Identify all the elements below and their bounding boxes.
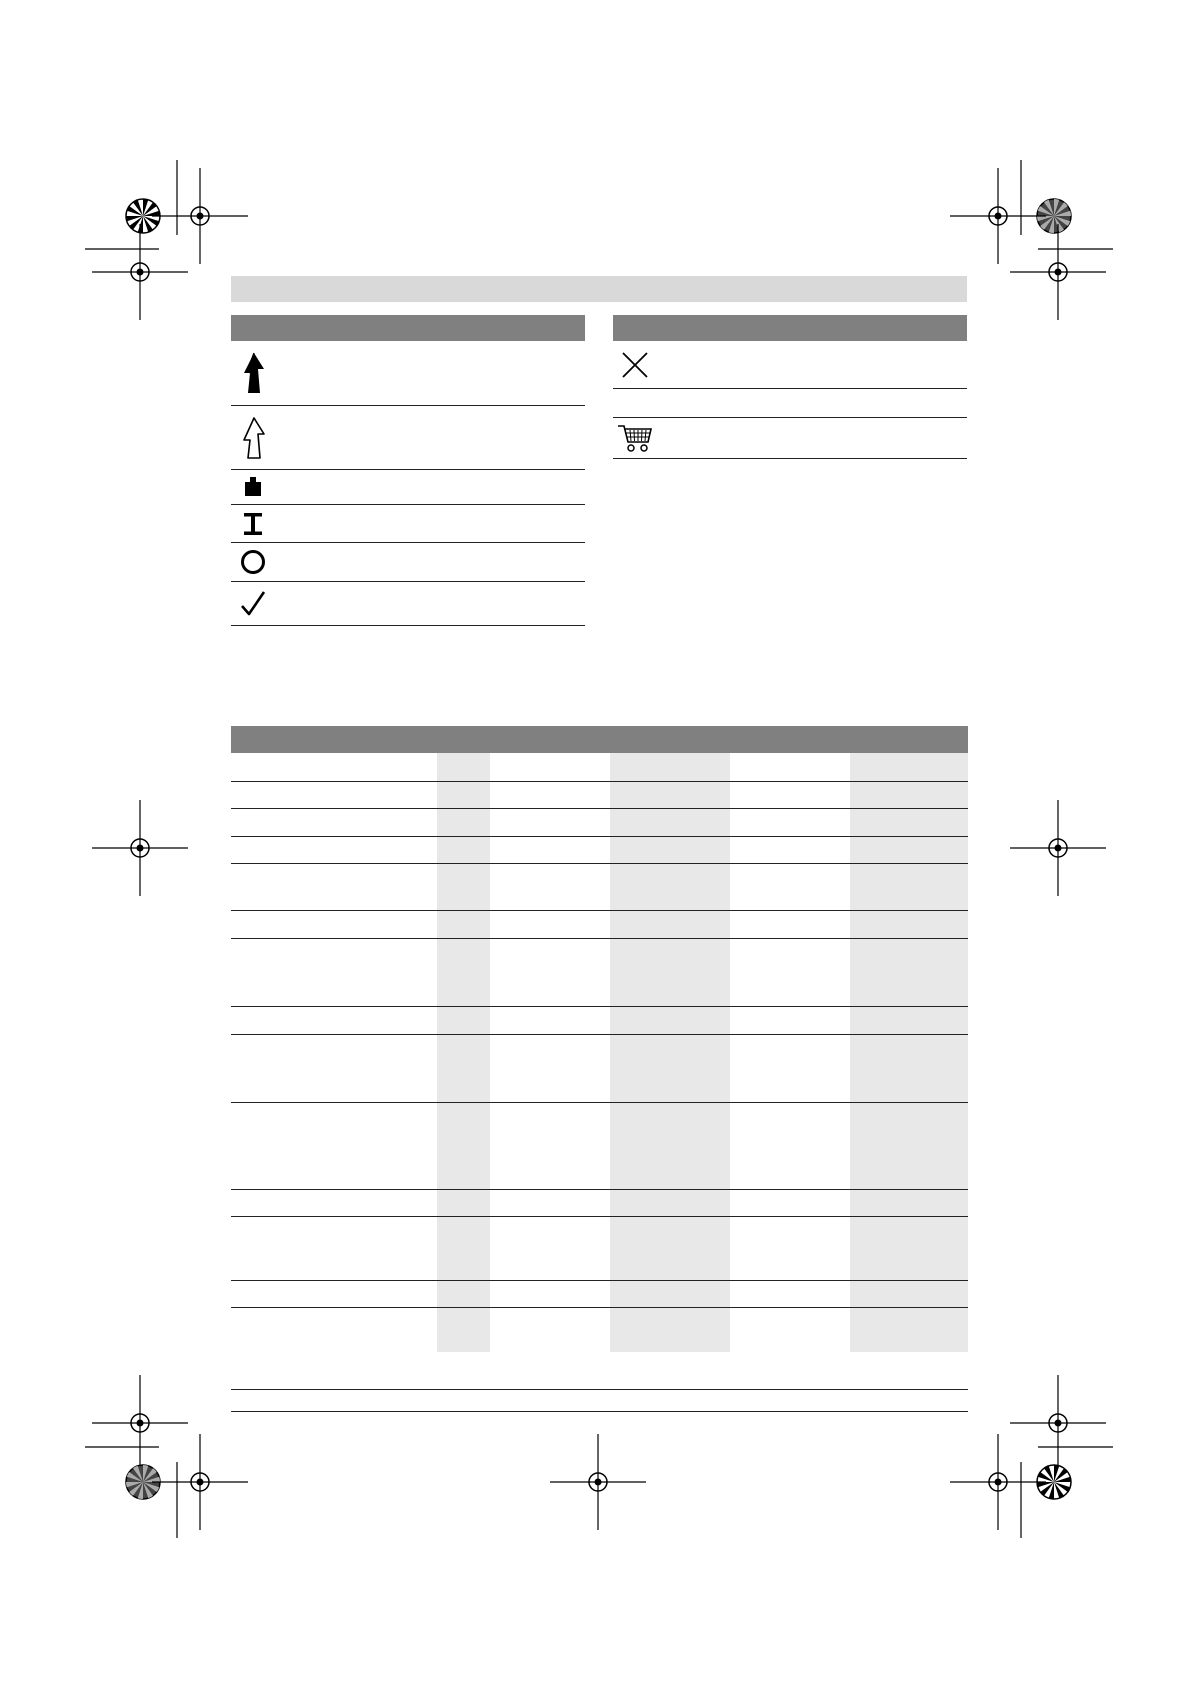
footer-rule-top bbox=[231, 1389, 968, 1390]
table-row-divider bbox=[231, 781, 968, 782]
footer-rule-bottom bbox=[231, 1411, 968, 1412]
symbol-row-i-beam bbox=[231, 505, 585, 543]
data-table-header bbox=[231, 726, 968, 753]
footer-text bbox=[231, 1391, 968, 1409]
table-row-divider bbox=[231, 836, 968, 837]
symbol-row-check bbox=[231, 582, 585, 626]
table-row-divider bbox=[231, 1216, 968, 1217]
shopping-cart-icon bbox=[615, 422, 655, 454]
symbol-row-cart bbox=[613, 418, 967, 459]
table-row-divider bbox=[231, 1006, 968, 1007]
table-row-divider bbox=[231, 863, 968, 864]
filled-arrow-up-icon bbox=[233, 351, 273, 395]
table-column-shade-1 bbox=[437, 753, 490, 1352]
table-column-shade-3 bbox=[610, 753, 730, 1352]
symbol-row-weight bbox=[231, 470, 585, 505]
check-icon bbox=[233, 589, 273, 619]
table-row-divider bbox=[231, 1189, 968, 1190]
table-row-divider bbox=[231, 1034, 968, 1035]
cross-icon bbox=[615, 349, 655, 381]
symbol-row-circle bbox=[231, 543, 585, 582]
table-row-divider bbox=[231, 1280, 968, 1281]
table-column-shade-5 bbox=[850, 753, 968, 1352]
table-row-divider bbox=[231, 1102, 968, 1103]
left-symbols-header bbox=[231, 315, 585, 341]
table-row-divider bbox=[231, 808, 968, 809]
outline-arrow-up-icon bbox=[233, 416, 273, 460]
weight-icon bbox=[233, 476, 273, 498]
symbol-row-blank bbox=[613, 389, 967, 418]
symbol-row-filled-arrow bbox=[231, 341, 585, 406]
right-symbols-header bbox=[613, 315, 967, 341]
symbol-row-outline-arrow bbox=[231, 406, 585, 470]
circle-icon bbox=[233, 548, 273, 576]
i-beam-icon bbox=[233, 511, 273, 537]
symbol-row-cross bbox=[613, 341, 967, 389]
table-row-divider bbox=[231, 938, 968, 939]
table-row-divider bbox=[231, 910, 968, 911]
page-header-band bbox=[231, 276, 967, 302]
table-row-divider bbox=[231, 1307, 968, 1308]
